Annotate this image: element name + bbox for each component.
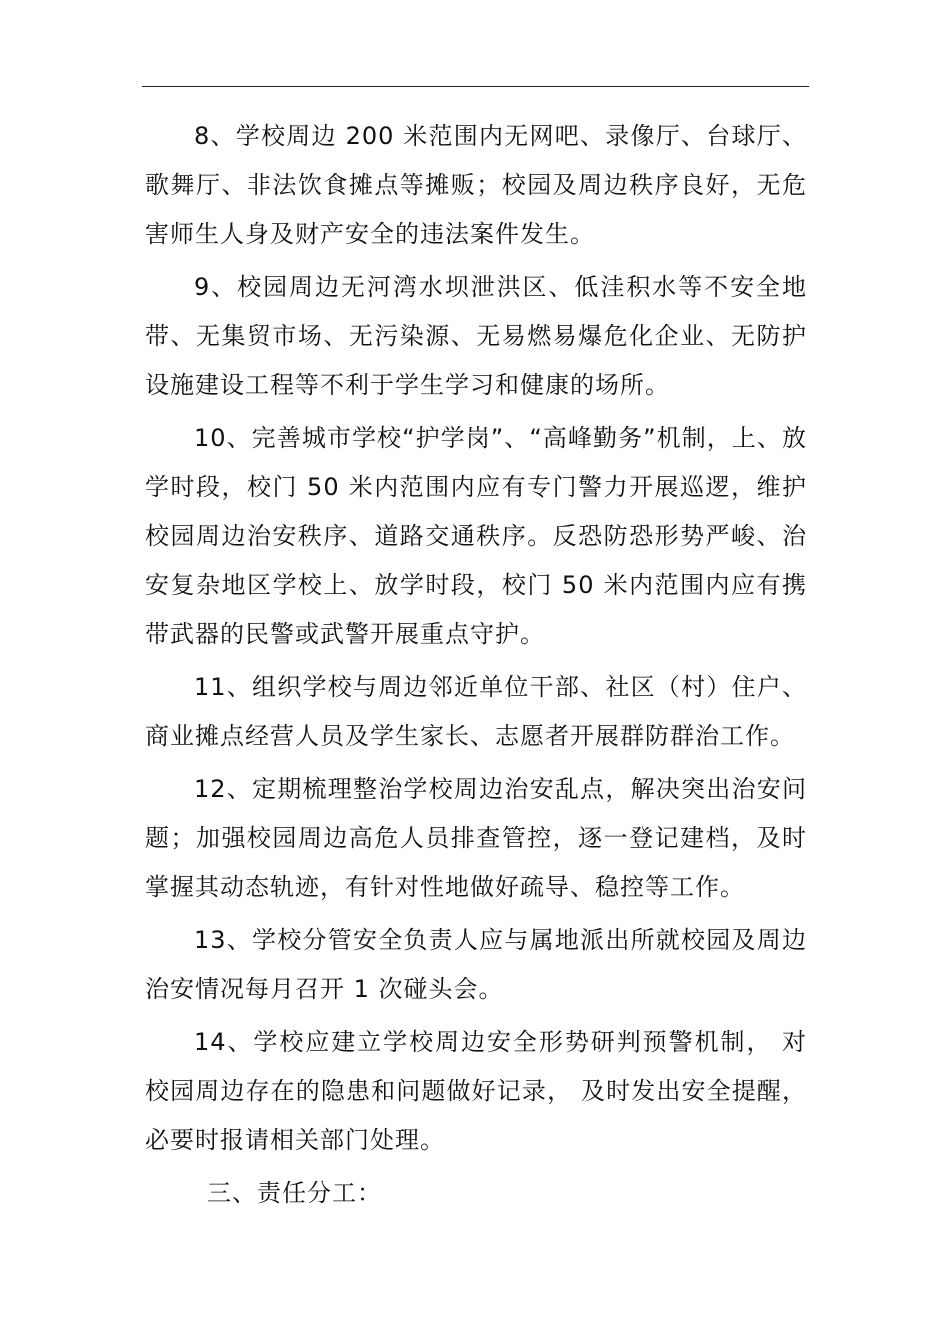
paragraph-item-11: 11、组织学校与周边邻近单位干部、社区（村）住户、商业摊点经营人员及学生家长、志愿者开展群防群治工作。 bbox=[145, 673, 807, 750]
paragraph-item-10: 10、完善城市学校“护学岗”、“高峰勤务”机制，上、放学时段，校门 50 米内范围内应有专门警力开展巡逻，维护校园周边治安秩序、道路交通秩序。反恐防恐形势严峻、治安复杂地区学校上、放学时段，校门 50 米内范围内应有携带武器的民警或武警开展重点守护。 bbox=[145, 424, 807, 648]
paragraph-item-13: 13、学校分管安全负责人应与属地派出所就校园及周边治安情况每月召开 1 次碰头会。 bbox=[145, 926, 807, 1003]
section-heading-responsibilities: 三、责任分工： bbox=[207, 1179, 382, 1207]
document-body bbox=[145, 112, 807, 1218]
paragraph-item-9: 9、校园周边无河湾水坝泄洪区、低洼积水等不安全地带、无集贸市场、无污染源、无易燃易爆危化企业、无防护设施建设工程等不利于学生学习和健康的场所。 bbox=[145, 273, 807, 399]
paragraph-item-14: 14、学校应建立学校周边安全形势研判预警机制， 对校园周边存在的隐患和问题做好记录， 及时发出安全提醒，必要时报请相关部门处理。 bbox=[145, 1028, 807, 1154]
header-rule bbox=[142, 86, 809, 87]
paragraph-item-8: 8、学校周边 200 米范围内无网吧、录像厅、台球厅、歌舞厅、非法饮食摊点等摊贩；校园及周边秩序良好，无危害师生人身及财产安全的违法案件发生。 bbox=[145, 122, 807, 248]
paragraph-item-12: 12、定期梳理整治学校周边治安乱点，解决突出治安问题；加强校园周边高危人员排查管控，逐一登记建档，及时掌握其动态轨迹，有针对性地做好疏导、稳控等工作。 bbox=[145, 775, 807, 901]
